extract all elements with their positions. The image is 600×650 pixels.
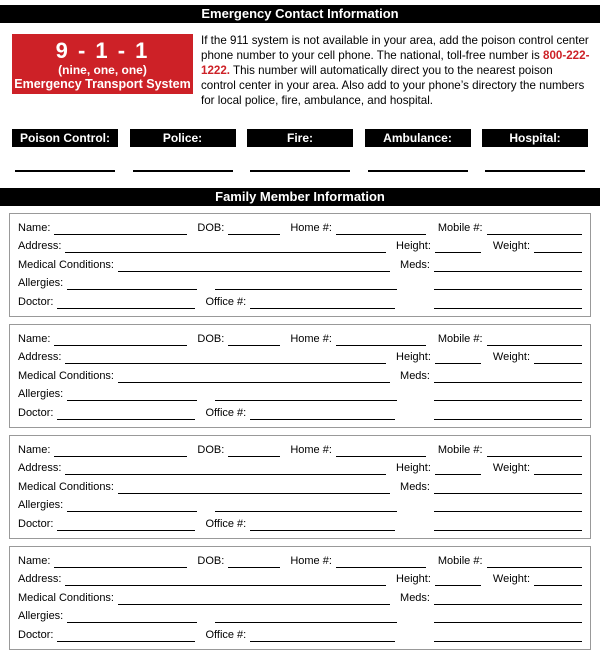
member-row-doctor [18,629,582,642]
address-blank-line [65,462,386,475]
dob-label: DOB: [197,221,225,234]
mobile-phone-label: Mobile #: [437,221,483,234]
office-phone-blank-line [250,629,395,642]
meds-extra-blank-line-1 [434,610,582,623]
allergies-blank-line [67,499,197,512]
allergies-label: Allergies: [18,499,64,512]
ambulance-label: Ambulance: [365,129,471,147]
dob-blank-line [228,222,280,235]
allergies-blank-line [67,388,197,401]
mobile-phone-label: Mobile #: [437,332,483,345]
weight-blank-line [534,573,582,586]
allergies-extra-blank-line [215,610,397,623]
mobile-phone-blank-line [487,555,582,568]
member-row-medical [18,370,582,383]
home-phone-label: Home #: [290,332,332,345]
doctor-label: Doctor: [18,406,54,419]
medical-conditions-blank-line [118,370,390,383]
emergency-contacts-row [12,129,588,147]
family-member-block [9,546,591,650]
member-row-address [18,240,582,253]
home-phone-blank-line [336,333,426,346]
weight-blank-line [534,462,582,475]
address-blank-line [65,351,386,364]
poison-control-line-slot [12,170,118,172]
medical-conditions-label: Medical Conditions: [18,480,114,493]
doctor-blank-line [57,518,195,531]
member-row-name [18,444,582,457]
home-phone-blank-line [336,222,426,235]
height-label: Height: [396,462,431,475]
member-row-doctor [18,407,582,420]
member-row-medical [18,481,582,494]
name-blank-line [54,444,187,457]
allergies-extra-blank-line [215,388,397,401]
meds-extra-blank-line-1 [434,388,582,401]
doctor-label: Doctor: [18,517,54,530]
member-row-address [18,351,582,364]
member-row-allergies [18,277,582,290]
height-label: Height: [396,573,431,586]
dob-blank-line [228,444,280,457]
instructions-text-before: If the 911 system is not available in your area, add the poison control center phone number to your cell phone. The national, toll-free number is [201,34,589,62]
weight-label: Weight: [492,351,530,364]
family-members [0,213,600,650]
dob-blank-line [228,333,280,346]
height-blank-line [435,240,481,253]
home-phone-label: Home #: [290,554,332,567]
height-blank-line [435,573,481,586]
meds-extra-blank-line-2 [434,518,582,531]
member-row-name [18,555,582,568]
name-label: Name: [18,443,51,456]
height-blank-line [435,351,481,364]
poison-control-label: Poison Control: [12,129,118,147]
dob-blank-line [228,555,280,568]
office-phone-label: Office #: [205,406,247,419]
office-phone-label: Office #: [205,628,247,641]
allergies-label: Allergies: [18,388,64,401]
allergies-blank-line [67,277,197,290]
emergency-contact-header: Emergency Contact Information [0,5,600,23]
poison-control-blank-line [15,170,115,172]
fire-line-slot [247,170,353,172]
allergies-extra-blank-line [215,277,397,290]
dob-label: DOB: [197,332,225,345]
medical-conditions-blank-line [118,259,390,272]
home-phone-label: Home #: [290,443,332,456]
member-row-allergies [18,499,582,512]
office-phone-blank-line [250,407,395,420]
member-row-allergies [18,610,582,623]
name-label: Name: [18,221,51,234]
address-blank-line [65,573,386,586]
mobile-phone-label: Mobile #: [437,443,483,456]
doctor-blank-line [57,407,195,420]
family-member-block [9,324,591,428]
height-label: Height: [396,240,431,253]
emergency-911-box [12,34,193,94]
address-label: Address: [18,573,62,586]
office-phone-blank-line [250,518,395,531]
meds-extra-blank-line-1 [434,277,582,290]
police-line-slot [130,170,236,172]
weight-blank-line [534,351,582,364]
mobile-phone-label: Mobile #: [437,554,483,567]
instructions-text-after: This number will automatically direct you to the nearest poison control center in your area. Also add to your phone’s directory the numbers for local police, fire, ambulance, and hospital. [201,63,585,107]
member-row-name [18,333,582,346]
meds-blank-line [434,259,582,272]
doctor-blank-line [57,629,195,642]
medical-conditions-label: Medical Conditions: [18,591,114,604]
hospital-blank-line [485,170,585,172]
office-phone-blank-line [250,296,395,309]
hospital-line-slot [482,170,588,172]
height-label: Height: [396,351,431,364]
address-label: Address: [18,351,62,364]
member-row-doctor [18,518,582,531]
meds-extra-blank-line-1 [434,499,582,512]
weight-blank-line [534,240,582,253]
emergency-number-words: (nine, one, one) [58,62,147,77]
height-blank-line [435,462,481,475]
emergency-number: 9 - 1 - 1 [55,37,150,63]
name-blank-line [54,222,187,235]
member-row-address [18,462,582,475]
member-row-address [18,573,582,586]
meds-label: Meds: [400,480,430,493]
police-label: Police: [130,129,236,147]
meds-extra-blank-line-2 [434,407,582,420]
medical-conditions-label: Medical Conditions: [18,258,114,271]
weight-label: Weight: [492,240,530,253]
allergies-blank-line [67,610,197,623]
office-phone-label: Office #: [205,295,247,308]
weight-label: Weight: [492,462,530,475]
office-phone-label: Office #: [205,517,247,530]
medical-conditions-blank-line [118,592,390,605]
intro-section [12,34,590,109]
dob-label: DOB: [197,554,225,567]
member-row-medical [18,259,582,272]
meds-extra-blank-line-2 [434,629,582,642]
mobile-phone-blank-line [487,222,582,235]
family-member-block [9,435,591,539]
hospital-label: Hospital: [482,129,588,147]
medical-conditions-blank-line [118,481,390,494]
police-blank-line [133,170,233,172]
member-row-allergies [18,388,582,401]
ambulance-line-slot [365,170,471,172]
meds-extra-blank-line-2 [434,296,582,309]
address-blank-line [65,240,386,253]
weight-label: Weight: [492,573,530,586]
name-label: Name: [18,554,51,567]
allergies-label: Allergies: [18,277,64,290]
meds-blank-line [434,592,582,605]
dob-label: DOB: [197,443,225,456]
poison-control-number: 800-222-1222. [201,48,590,77]
home-phone-blank-line [336,444,426,457]
emergency-contacts-blank-lines [12,170,588,172]
name-label: Name: [18,332,51,345]
member-row-doctor [18,296,582,309]
family-member-block [9,213,591,317]
fire-label: Fire: [247,129,353,147]
doctor-label: Doctor: [18,628,54,641]
meds-blank-line [434,481,582,494]
mobile-phone-blank-line [487,333,582,346]
ambulance-blank-line [368,170,468,172]
medical-conditions-label: Medical Conditions: [18,369,114,382]
meds-blank-line [434,370,582,383]
home-phone-label: Home #: [290,221,332,234]
emergency-transport-label: Emergency Transport System [14,76,191,91]
doctor-label: Doctor: [18,295,54,308]
name-blank-line [54,333,187,346]
fire-blank-line [250,170,350,172]
allergies-extra-blank-line [215,499,397,512]
mobile-phone-blank-line [487,444,582,457]
meds-label: Meds: [400,369,430,382]
meds-label: Meds: [400,591,430,604]
member-row-medical [18,592,582,605]
meds-label: Meds: [400,258,430,271]
family-member-header: Family Member Information [0,188,600,206]
doctor-blank-line [57,296,195,309]
name-blank-line [54,555,187,568]
allergies-label: Allergies: [18,610,64,623]
home-phone-blank-line [336,555,426,568]
address-label: Address: [18,462,62,475]
member-row-name [18,222,582,235]
address-label: Address: [18,240,62,253]
poison-control-instructions [201,34,590,109]
